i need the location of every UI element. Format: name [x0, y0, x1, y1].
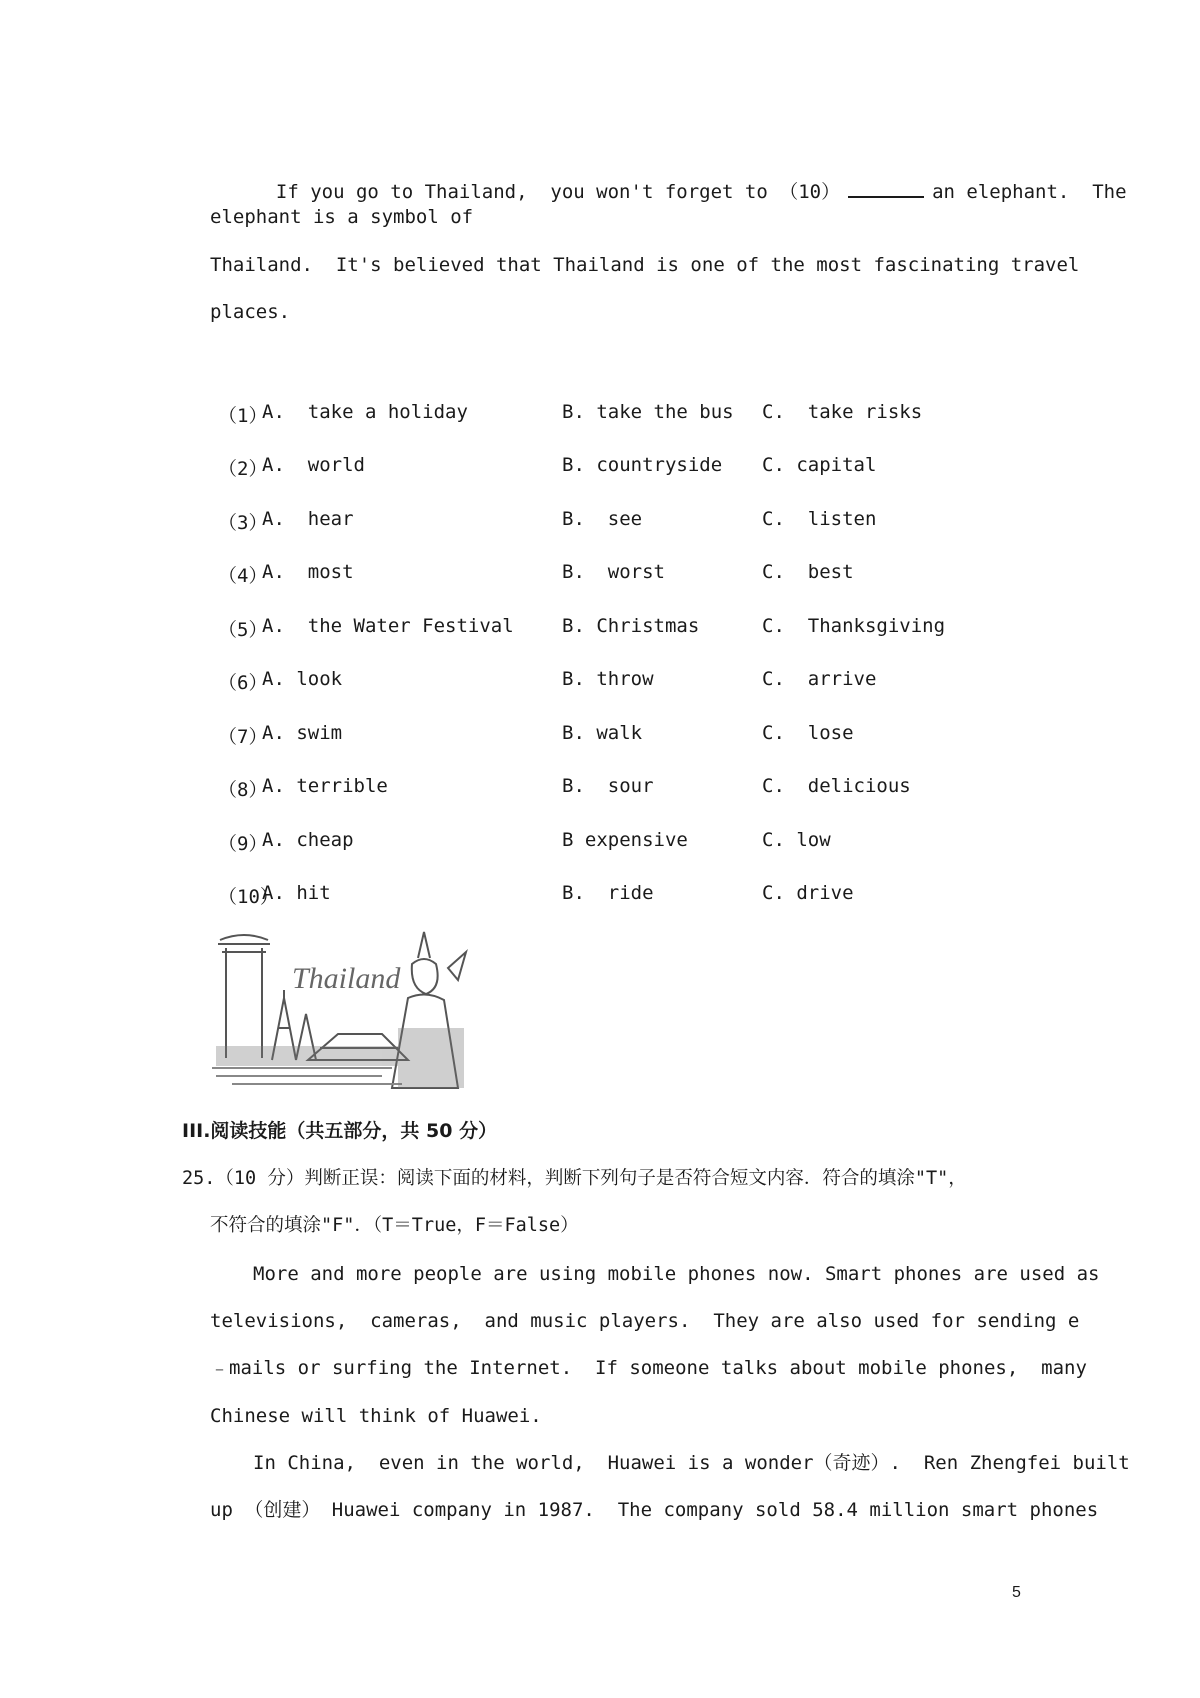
option-number: （6） — [218, 672, 268, 694]
passage-line-1-after: an elephant. The — [932, 181, 1127, 203]
option-b: B. Christmas — [562, 615, 700, 637]
option-c: C. best — [762, 561, 854, 583]
passage-line-1-before: If you go to Thailand, you won't forget to （10） — [275, 181, 841, 203]
option-c: C. drive — [762, 882, 854, 904]
option-row — [0, 829, 1200, 853]
option-a: A. terrible — [262, 775, 388, 797]
option-row — [0, 775, 1200, 799]
option-b: B. take the bus — [562, 401, 734, 423]
option-c: C. take risks — [762, 401, 923, 423]
option-number: （7） — [218, 726, 268, 748]
option-number: （1） — [218, 405, 268, 427]
option-c: C. arrive — [762, 668, 877, 690]
passage-line-3: Thailand. It's believed that Thailand is one of the most fascinating travel — [210, 254, 1080, 276]
option-c: C. lose — [762, 722, 854, 744]
option-number: （9） — [218, 833, 268, 855]
ground-lines — [212, 1068, 402, 1084]
option-a: A. take a holiday — [262, 401, 468, 423]
option-number: （4） — [218, 565, 268, 587]
option-row — [0, 561, 1200, 585]
option-c: C. capital — [762, 454, 877, 476]
option-row — [0, 882, 1200, 906]
option-number: （5） — [218, 619, 268, 641]
passage-line-1 — [253, 161, 1127, 203]
reading-p1-line1: More and more people are using mobile phones now. Smart phones are used as — [253, 1263, 1100, 1285]
dancer-headdress-shape — [448, 952, 466, 980]
option-number: （8） — [218, 779, 268, 801]
option-a: A. world — [262, 454, 365, 476]
option-row — [0, 668, 1200, 692]
option-b: B. see — [562, 508, 643, 530]
option-row — [0, 454, 1200, 478]
reading-p1-line2: televisions, cameras, and music players. They are also used for sending e — [210, 1310, 1080, 1332]
option-row — [0, 722, 1200, 746]
answer-blank-10 — [848, 180, 924, 198]
section-heading: III.阅读技能（共五部分，共 50 分） — [182, 1120, 498, 1142]
reading-p2-line2: up （创建） Huawei company in 1987. The company sold 58.4 million smart phones — [210, 1499, 1099, 1521]
reading-p2-line1: In China, even in the world, Huawei is a wonder（奇迹）. Ren Zhengfei built — [253, 1452, 1130, 1474]
option-row — [0, 401, 1200, 425]
option-a: A. most — [262, 561, 354, 583]
option-row — [0, 508, 1200, 532]
reading-p1-line3: ﹣mails or surfing the Internet. If someone talks about mobile phones, many — [210, 1357, 1087, 1379]
option-row — [0, 615, 1200, 639]
option-number: （10） — [218, 886, 279, 908]
option-a: A. hear — [262, 508, 354, 530]
option-b: B. walk — [562, 722, 643, 744]
option-c: C. listen — [762, 508, 877, 530]
option-a: A. hit — [262, 882, 331, 904]
option-b: B. worst — [562, 561, 665, 583]
thailand-caption: Thailand — [292, 962, 401, 995]
option-b: B. sour — [562, 775, 654, 797]
option-a: A. swim — [262, 722, 343, 744]
option-b: B expensive — [562, 829, 688, 851]
option-b: B. countryside — [562, 454, 723, 476]
option-c: C. Thanksgiving — [762, 615, 946, 637]
giant-swing-shape — [218, 935, 270, 1058]
option-a: A. the Water Festival — [262, 615, 514, 637]
passage-line-2: elephant is a symbol of — [210, 206, 474, 228]
question-25-instruction-2: 不符合的填涂"F"．（T＝True，F＝False） — [210, 1215, 579, 1236]
option-number: （2） — [218, 458, 268, 480]
option-b: B. ride — [562, 882, 654, 904]
reading-p1-line4: Chinese will think of Huawei. — [210, 1405, 542, 1427]
option-c: C. delicious — [762, 775, 911, 797]
option-a: A. look — [262, 668, 343, 690]
page-number: 5 — [1012, 1584, 1021, 1601]
passage-line-4: places. — [210, 301, 291, 323]
option-c: C. low — [762, 829, 831, 851]
thailand-illustration — [212, 928, 488, 1094]
option-b: B. throw — [562, 668, 654, 690]
option-number: （3） — [218, 512, 268, 534]
option-a: A. cheap — [262, 829, 354, 851]
question-25-instruction: 25.（10 分）判断正误：阅读下面的材料，判断下列句子是否符合短文内容．符合的填涂"T"， — [182, 1168, 967, 1189]
